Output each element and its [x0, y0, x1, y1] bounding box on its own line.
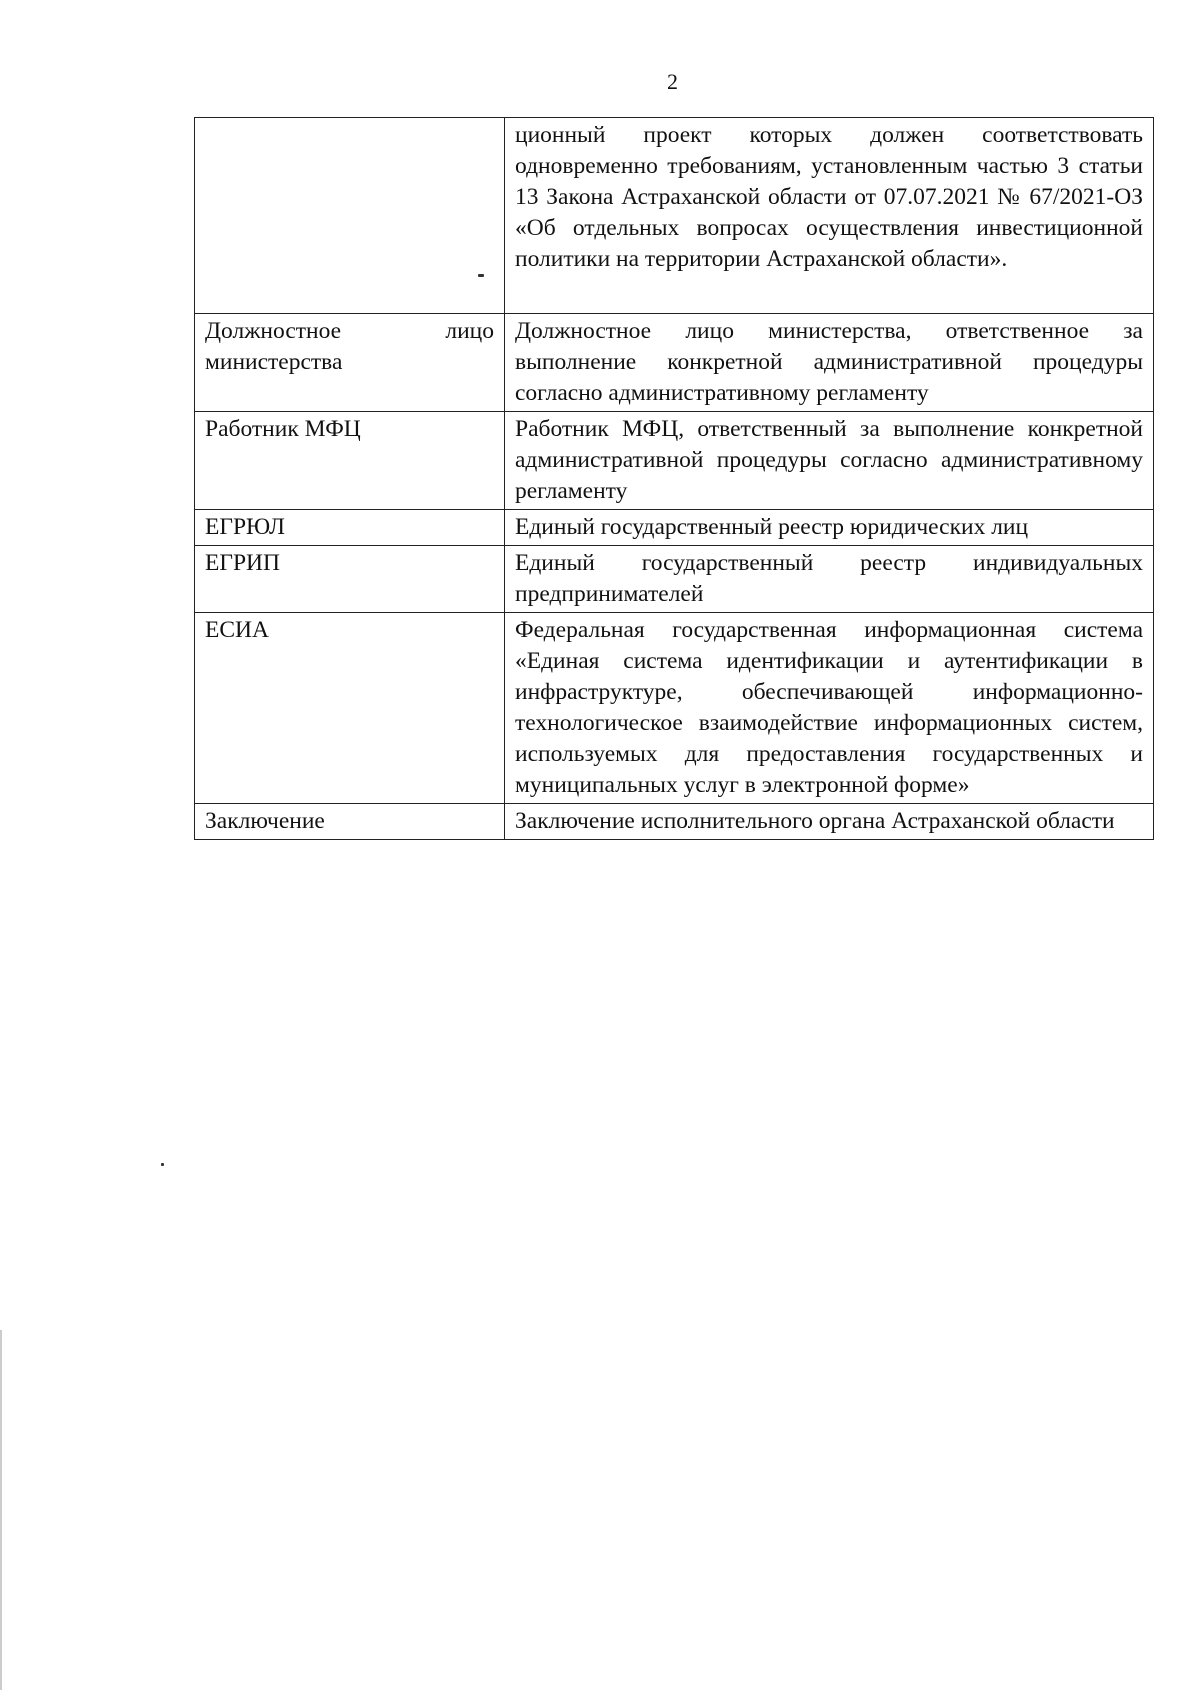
term-cell: [195, 118, 505, 314]
table-row: [195, 546, 1154, 613]
definition-cell: Должностное лицо министерства, ответственное за выполнение конкретной административной процедуры согласно административному регламенту: [505, 314, 1154, 412]
scan-mark: [478, 274, 484, 277]
definition-cell: Работник МФЦ, ответственный за выполнение конкретной административной процедуры согласно административному регламенту: [505, 412, 1154, 510]
glossary-table: [194, 117, 1154, 840]
term-cell: ЕГРИП: [195, 546, 505, 613]
definition-cell: Единый государственный реестр юридических лиц: [505, 510, 1154, 546]
definition-cell: Заключение исполнительного органа Астраханской области: [505, 804, 1154, 840]
table-row: [195, 412, 1154, 510]
table-row: [195, 118, 1154, 314]
definition-cell: Федеральная государственная информационная система «Единая система идентификации и аутентификации в инфраструктуре, обеспечивающей информационно-технологическое взаимодействие информационных систем, используемых для предоставления государственных и муниципальных услуг в электронной форме»: [505, 613, 1154, 804]
term-cell: ЕГРЮЛ: [195, 510, 505, 546]
table-row: [195, 804, 1154, 840]
term-cell: Заключение: [195, 804, 505, 840]
term-cell: ЕСИА: [195, 613, 505, 804]
term-cell: Должностное лицо министерства: [195, 314, 505, 412]
scan-edge-mark: [0, 1330, 2, 1690]
page-number: 2: [667, 69, 678, 94]
definition-cell: Единый государственный реестр индивидуальных предпринимателей: [505, 546, 1154, 613]
scan-mark: [161, 1163, 164, 1166]
definition-cell: ционный проект которых должен соответствовать одновременно требованиям, установленным частью 3 статьи 13 Закона Астраханской области от 07.07.2021 № 67/2021-ОЗ «Об отдельных вопросах осуществления инвестиционной политики на территории Астраханской области».: [505, 118, 1154, 314]
table-row: [195, 314, 1154, 412]
term-cell: Работник МФЦ: [195, 412, 505, 510]
table-row: [195, 510, 1154, 546]
table-row: [195, 613, 1154, 804]
